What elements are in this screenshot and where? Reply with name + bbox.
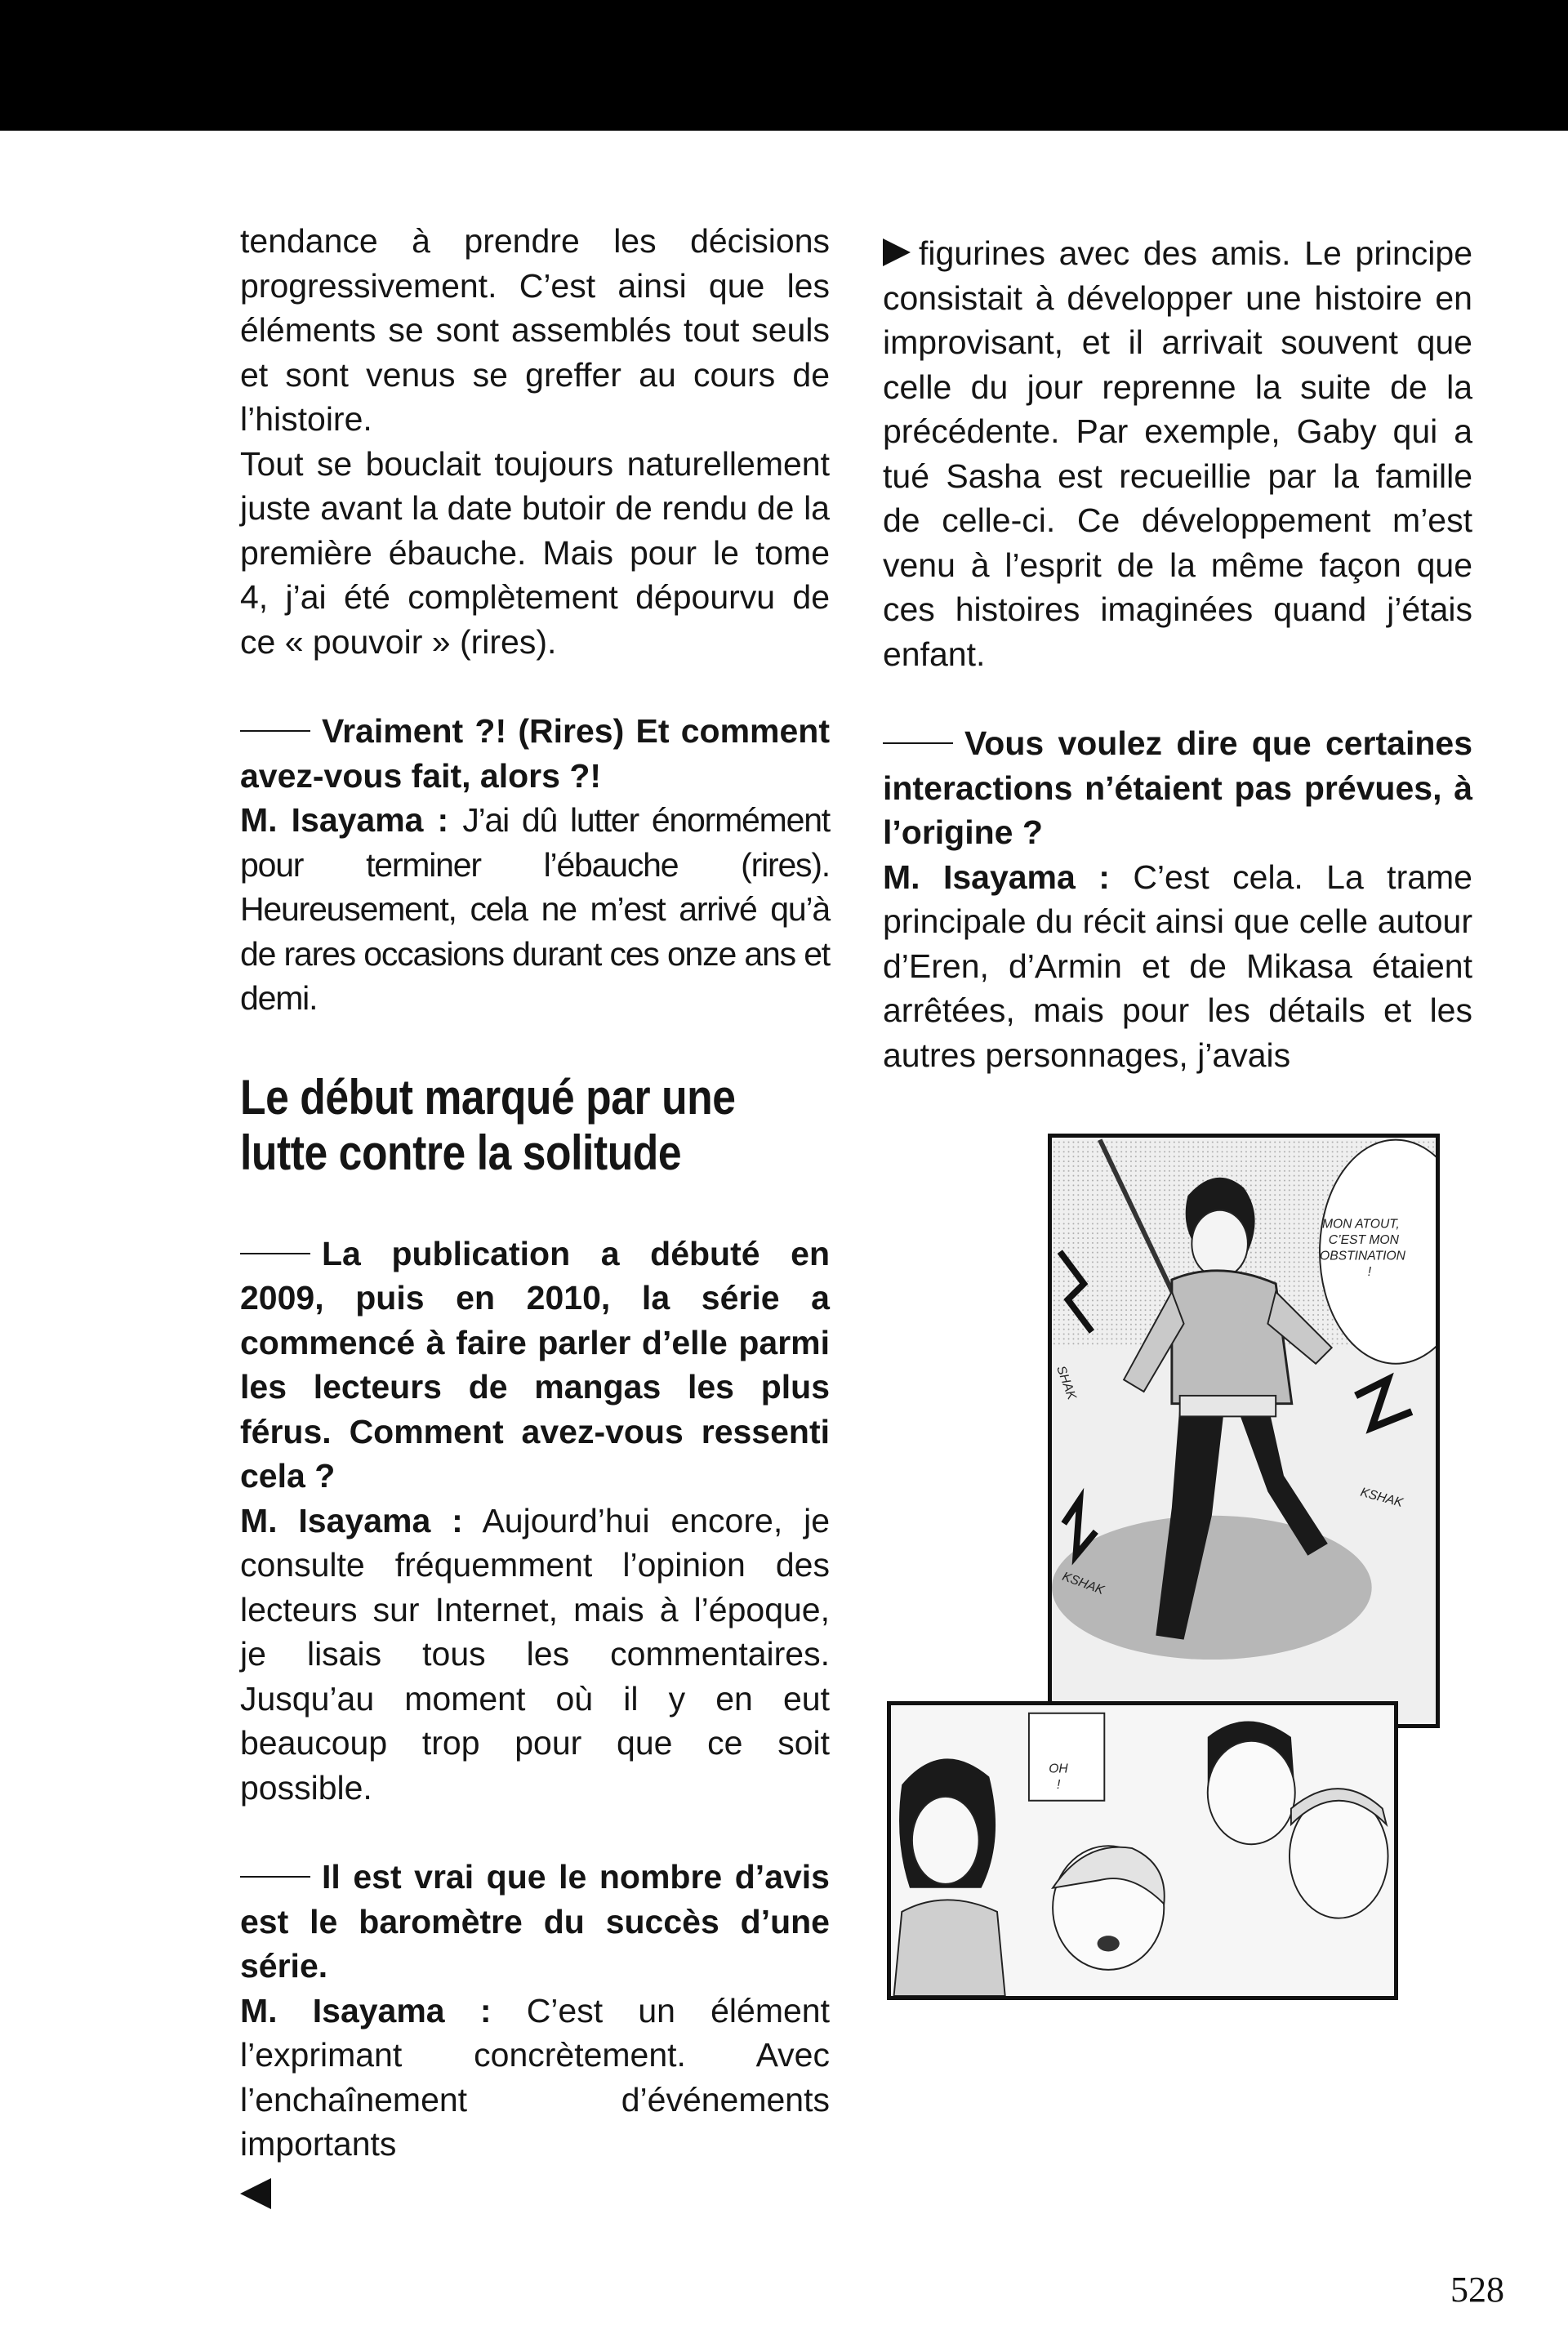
sfx-1: SHAK — [1054, 1364, 1079, 1402]
dash-icon — [240, 1253, 310, 1254]
bubble-oh-exclaim: ! — [1056, 1778, 1061, 1793]
page-number: 528 — [1450, 2270, 1504, 2310]
answer-2: M. Isayama : Aujourd’hui encore, je consulte fréquemment l’opinion des lecteurs sur Internet, mais à l’époque, je lisais tous les commentaires. Jusqu’au moment où il y en eut beaucoup trop pour que ce soit possible. — [240, 1501, 830, 1807]
question-2: La publication a débuté en 2009, puis en 2010, la série a commencé à faire parler d’elle parmi les lecteurs de mangas les plus férus. Comment avez-vous ressenti cela ? — [240, 1234, 830, 1495]
bubble-line-1: MON ATOUT, — [1321, 1217, 1400, 1232]
section-heading: Le début marqué par une lutte contre la solitude — [240, 1069, 736, 1180]
left-column — [240, 219, 830, 2209]
bubble-oh: OH — [1049, 1762, 1068, 1776]
left-paragraph-2: Tout se bouclait toujours naturellement juste avant la date butoir de rendu de la première ébauche. Mais pour le tome 4, j’ai été complètement dépourvu de ce « pouvoir » (rires). — [240, 444, 830, 661]
dash-icon — [240, 730, 310, 732]
right-question-1: Vous voulez dire que certaines interactions n’étaient pas prévues, à l’origine ? — [883, 724, 1472, 851]
top-black-band — [0, 0, 1568, 131]
answer-1: M. Isayama : J’ai dû lutter énormément pour terminer l’ébauche (rires). Heureusement, cela ne m’est arrivé qu’à de rares occasions durant ces onze ans et demi. — [240, 801, 830, 1017]
right-answer-1: M. Isayama : C’est cela. La trame principale du récit ainsi que celle autour d’Eren, d’Armin et de Mikasa étaient arrêtées, mais pour les détails et les autres personnages, j’avais — [883, 858, 1472, 1074]
sfx-3: KSHAK — [1060, 1569, 1107, 1598]
bubble-line-3: OBSTINATION — [1320, 1249, 1405, 1263]
bubble-line-4: ! — [1367, 1265, 1372, 1280]
question-1: Vraiment ?! (Rires) Et comment avez-vous fait, alors ?! — [240, 712, 830, 795]
left-paragraph-1: tendance à prendre les décisions progressivement. C’est ainsi que les éléments se sont assemblés tout seuls et sont venus se greffer au cours de l’histoire. — [240, 222, 830, 438]
manga-illustration-eren — [1052, 1138, 1436, 1724]
dash-icon — [240, 1876, 310, 1878]
triangle-left-icon — [240, 2178, 271, 2209]
dash-icon — [883, 742, 953, 744]
answer-3: M. Isayama : C’est un élément l’exprimant concrètement. Avec l’enchaînement d’événements importants — [240, 1991, 830, 2163]
question-3: Il est vrai que le nombre d’avis est le baromètre du succès d’une série. — [240, 1858, 830, 1985]
manga-illustration-group — [891, 1705, 1394, 1996]
right-column — [883, 231, 1472, 1077]
right-paragraph-1: figurines avec des amis. Le principe consistait à développer une histoire en improvisant, et il arrivait souvent que celle du jour reprenne la suite de la précédente. Par exemple, Gaby qui a tué Sasha est recueillie par la famille de celle-ci. Ce développement m’est venu à l’esprit de la même façon que ces histoires imaginées quand j’étais enfant. — [883, 234, 1472, 673]
triangle-right-icon — [883, 238, 911, 266]
sfx-2: KSHAK — [1358, 1485, 1405, 1510]
manga-panel-top — [1048, 1134, 1440, 1728]
manga-panel-bottom — [887, 1701, 1398, 2000]
bubble-line-2: C’EST MON — [1328, 1232, 1399, 1247]
